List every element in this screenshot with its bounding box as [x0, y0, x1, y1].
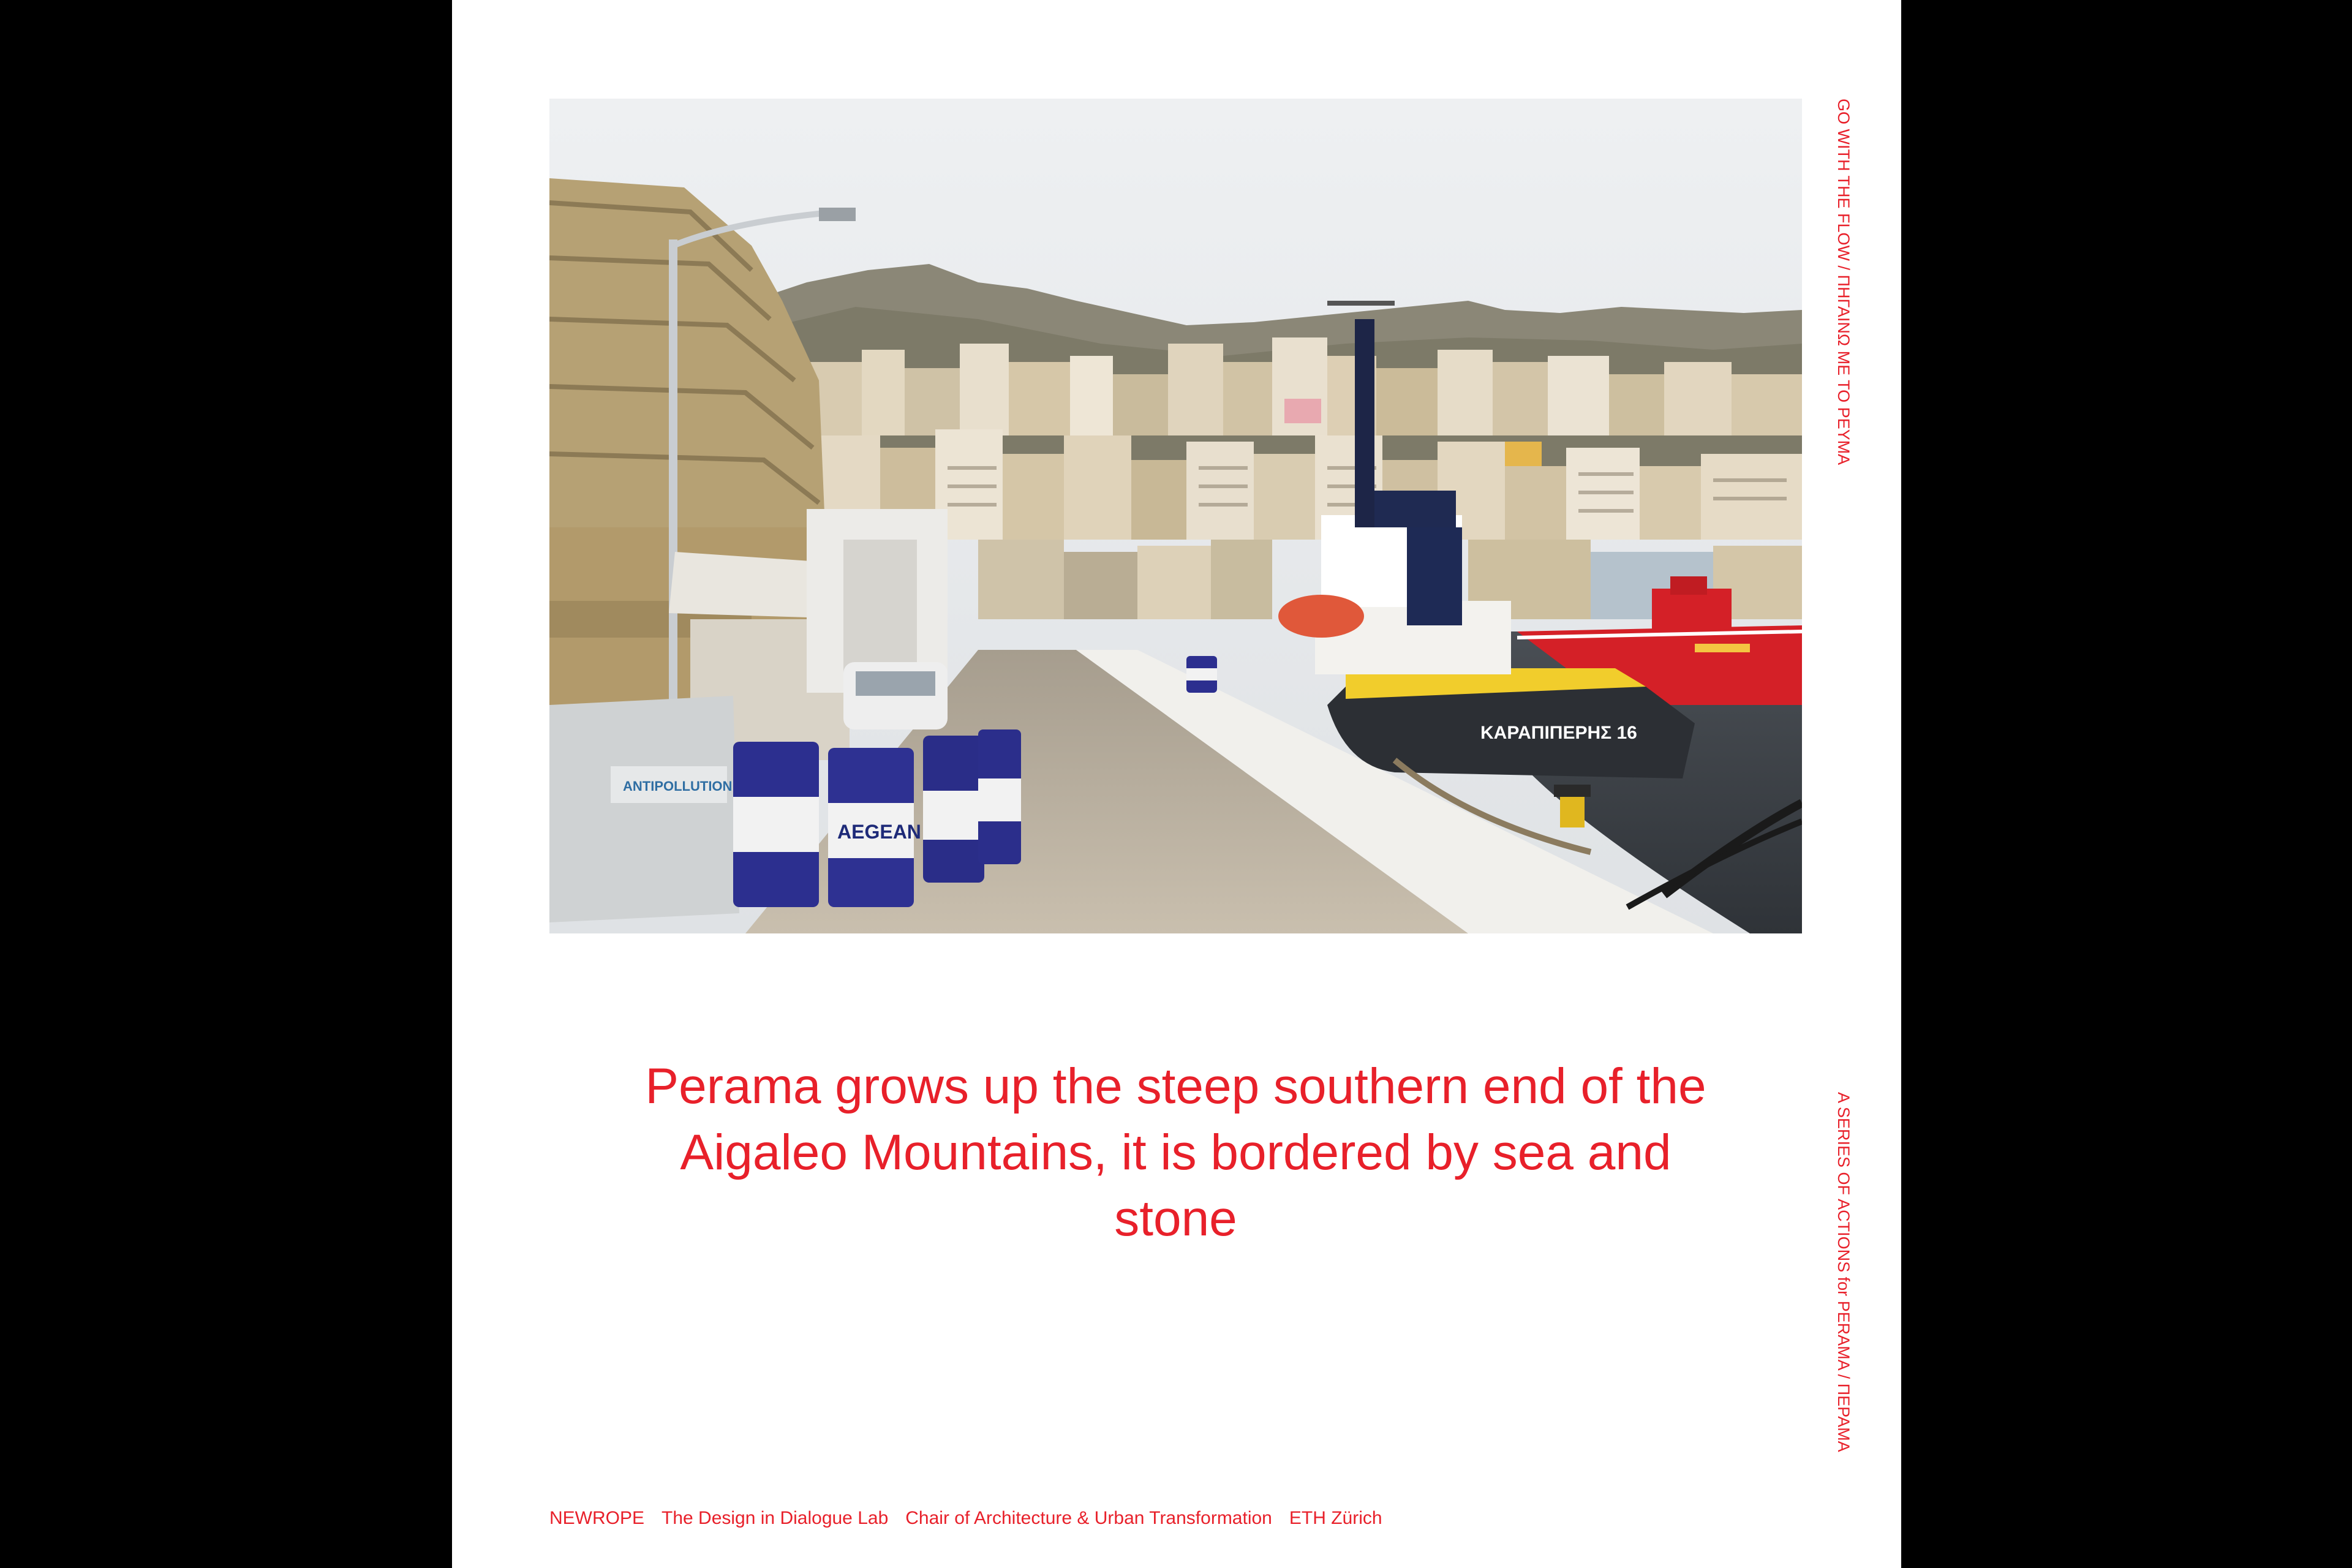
side-title-top: GO WITH THE FLOW / ΠΗΓΑΙΝΩ ΜΕ ΤΟ ΡΕΥΜΑ [1834, 99, 1853, 466]
footer-credits [549, 1506, 1382, 1531]
barrel-brand: AEGEAN [837, 821, 921, 843]
harbor-photo [549, 99, 1802, 933]
side-title-bottom: A SERIES OF ACTIONS for PERAMA / ΠΕΡΑΜΑ [1834, 1092, 1853, 1452]
footer-org-eth: ETH Zürich [1289, 1508, 1382, 1528]
container-label: ANTIPOLLUTION [623, 778, 733, 794]
tug-name-label: ΚΑΡΑΠΙΠΕΡΗΣ 16 [1480, 723, 1637, 743]
headline: Perama grows up the steep southern end of the Aigaleo Mountains, it is bordered by sea and stone [645, 1058, 1706, 1246]
poster-page [452, 0, 1901, 1568]
footer-org-chair: Chair of Architecture & Urban Transformation [905, 1508, 1272, 1528]
footer-org-lab: The Design in Dialogue Lab [662, 1508, 889, 1528]
footer-org-newrope: NEWROPE [549, 1508, 645, 1528]
